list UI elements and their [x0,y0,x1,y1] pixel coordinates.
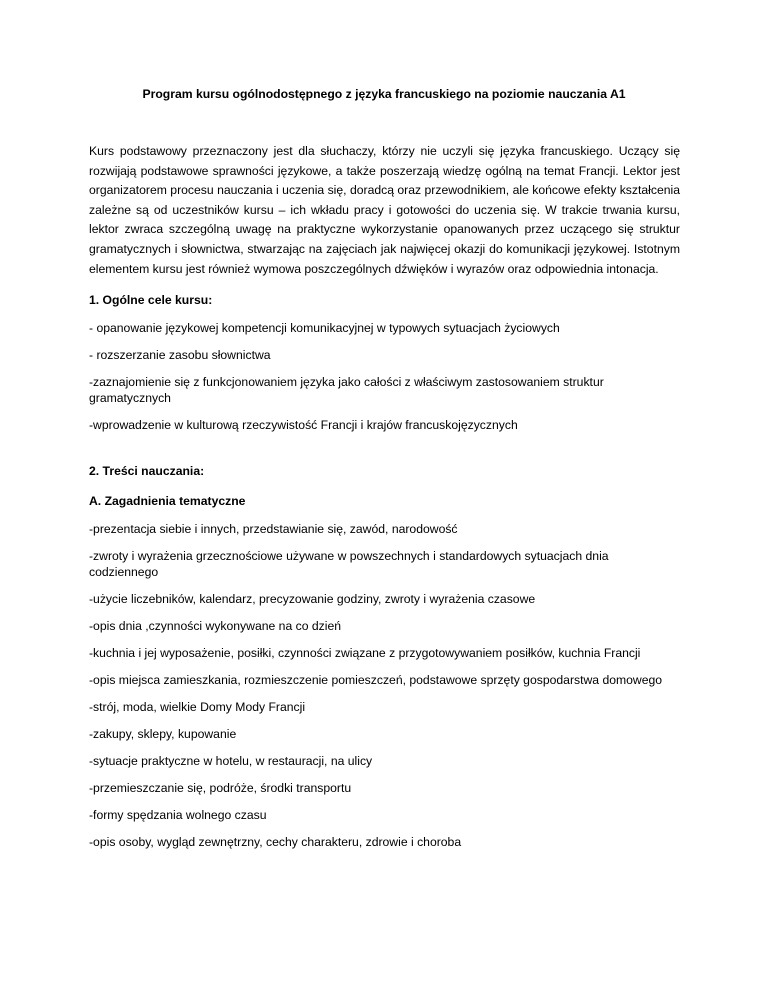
section-2-item: -opis miejsca zamieszkania, rozmieszczenie pomieszczeń, podstawowe sprzęty gospodarstwa domowego [89,673,663,688]
section-2-item: -kuchnia i jej wyposażenie, posiłki, czynności związane z przygotowywaniem posiłków, kuchnia Francji [89,646,641,661]
section-2-item: -formy spędzania wolnego czasu [89,808,267,823]
section-2-item: -strój, moda, wielkie Domy Mody Francji [89,700,306,715]
intro-paragraph: Kurs podstawowy przeznaczony jest dla słuchaczy, którzy nie uczyli się języka francuskiego. Uczący się rozwijają podstawowe sprawności językowe, a także poszerzają wiedzę ogólną na temat Francji. Lektor jest organizatorem procesu nauczania i uczenia się, doradcą oraz przewodnikiem, ale końcowe efekty kształcenia zależne są od uczestników kursu – ich wkładu pracy i gotowości do uczenia się. W trakcie trwania kursu, lektor zwraca szczególną uwagę na praktyczne wykorzystanie opanowanych przez uczącego się struktur gramatycznych i słownictwa, stwarzając na zajęciach jak najwięcej okazji do komunikacji językowej. Istotnym elementem kursu jest również wymowa poszczególnych dźwięków i wyrazów oraz odpowiednia intonacja. [89,144,680,276]
section-1-item: -wprowadzenie w kulturową rzeczywistość Francji i krajów francuskojęzycznych [89,418,518,433]
spacer [89,444,680,462]
section-2-subheading: A. Zagadnienia tematyczne [89,493,246,508]
section-2-item: -przemieszczanie się, podróże, środki transportu [89,781,352,796]
section-2-heading: 2. Treści nauczania: [89,464,205,479]
document-body [89,142,680,861]
section-2-item: -sytuacje praktyczne w hotelu, w restauracji, na ulicy [89,754,373,769]
document-title: Program kursu ogólnodostępnego z języka francuskiego na poziomie nauczania A1 [142,87,626,101]
section-1-item: -zaznajomienie się z funkcjonowaniem języka jako całości z właściwym zastosowaniem struktur gramatycznych [89,375,604,406]
section-2-item: -opis osoby, wygląd zewnętrzny, cechy charakteru, zdrowie i choroba [89,835,462,850]
section-2-item: -opis dnia ,czynności wykonywane na co dzień [89,619,342,634]
section-1-heading: 1. Ogólne cele kursu: [89,293,213,308]
section-2-item: -zakupy, sklepy, kupowanie [89,727,237,742]
section-1-item: - rozszerzanie zasobu słownictwa [89,348,271,363]
section-2-item: -zwroty i wyrażenia grzecznościowe używane w powszechnych i standardowych sytuacjach dnia codziennego [89,549,609,580]
section-1-item: - opanowanie językowej kompetencji komunikacyjnej w typowych sytuacjach życiowych [89,321,560,336]
section-2-item: -użycie liczebników, kalendarz, precyzowanie godziny, zwroty i wyrażenia czasowe [89,592,536,607]
section-2-item: -prezentacja siebie i innych, przedstawianie się, zawód, narodowość [89,522,458,537]
